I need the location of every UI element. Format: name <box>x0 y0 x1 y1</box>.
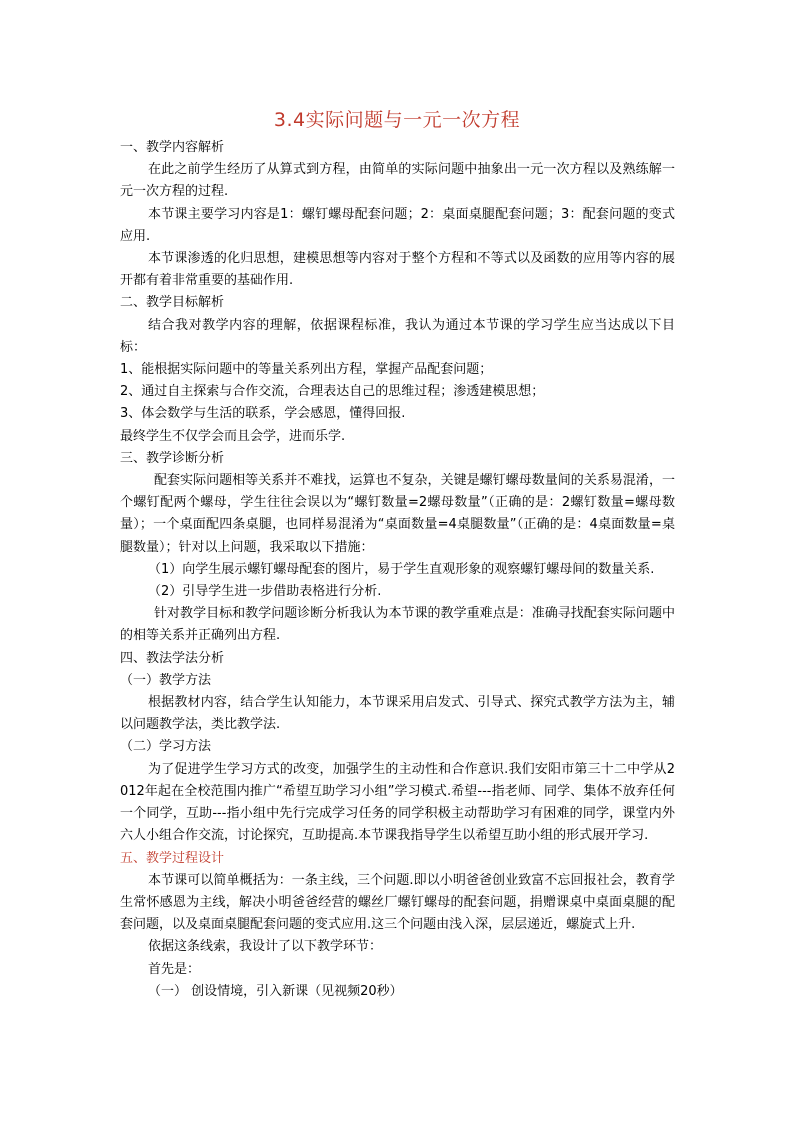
measure-item: （1）向学生展示螺钉螺母配套的图片，易于学生直观形象的观察螺钉螺母间的数量关系. <box>148 561 655 577</box>
paragraph: 针对教学目标和教学问题诊断分析我认为本节课的教学重难点是：准确寻找配套实际问题中的相等关系并正确列出方程. <box>120 606 675 644</box>
paragraph: 首先是： <box>148 961 201 977</box>
subsection-heading: （一）教学方法 <box>120 672 212 688</box>
paragraph: 在此之前学生经历了从算式到方程，由简单的实际问题中抽象出一元一次方程以及熟练解一元一次方程的过程. <box>120 162 675 200</box>
list-item: 1、能根据实际问题中的等量关系列出方程，掌握产品配套问题； <box>120 362 493 378</box>
measure-item: （2）引导学生进一步借助表格进行分析. <box>148 584 382 600</box>
section-heading: 一、教学内容解析 <box>120 140 225 155</box>
paragraph: 最终学生不仅学会而且会学，进而乐学. <box>120 428 346 444</box>
subsection-heading: （二）学习方法 <box>120 739 212 755</box>
document-title: 3.4实际问题与一元一次方程 <box>273 109 521 131</box>
paragraph: 本节课主要学习内容是1：螺钉螺母配套问题；2：桌面桌腿配套问题；3：配套问题的变式应用. <box>120 206 675 244</box>
paragraph: 根据教材内容，结合学生认知能力，本节课采用启发式、引导式、探究式教学方法为主，辅以问题教学法，类比教学法. <box>120 695 675 733</box>
list-item: 3、体会数学与生活的联系，学会感恩，懂得回报. <box>120 406 406 422</box>
section-heading: 三、教学诊断分析 <box>120 450 225 466</box>
paragraph: 结合我对教学内容的理解，依据课程标准，我认为通过本节课的学习学生应当达成以下目标： <box>120 317 675 355</box>
section-heading: 二、教学目标解析 <box>120 295 225 311</box>
paragraph: （一） 创设情境，引入新课（见视频20秒） <box>148 983 403 999</box>
paragraph: 配套实际问题相等关系并不难找，运算也不复杂，关键是螺钉螺母数量间的关系易混淆，一个螺钉配两个螺母，学生往往会误以为“螺钉数量=2螺母数量”（正确的是：2螺钉数量=螺母数量）；一个桌面配四条桌腿，也同样易混淆为“桌面数量=4桌腿数量”（正确的是：4桌面数量=桌腿数量）；针对以上问题，我采取以下措施： <box>120 473 675 555</box>
list-item: 2、通过自主探索与合作交流，合理表达自己的思维过程；渗透建模思想； <box>120 384 545 400</box>
paragraph: 本节课可以简单概括为：一条主线，三个问题.即以小明爸爸创业致富不忘回报社会，教育学生常怀感恩为主线，解决小明爸爸经营的螺丝厂螺钉螺母的配套问题，捐赠课桌中桌面桌腿的配套问题，以及桌面桌腿配套问题的变式应用.这三个问题由浅入深，层层递近，螺旋式上升. <box>120 872 675 933</box>
section-heading: 五、教学过程设计 <box>120 850 225 866</box>
paragraph: 依据这条线索，我设计了以下教学环节： <box>148 939 383 955</box>
document-body <box>120 137 675 1003</box>
paragraph: 为了促进学生学习方式的改变，加强学生的主动性和合作意识.我们安阳市第三十二中学从2012年起在全校范围内推广“希望互助学习小组”学习模式.希望---指老师、同学、集体不放弃任何一个同学，互助---指小组中先行完成学习任务的同学积极主动帮助学习有困难的同学，课堂内外六人小组合作交流，讨论探究，互助提高.本节课我指导学生以希望互助小组的形式展开学习. <box>120 761 675 844</box>
section-heading: 四、教法学法分析 <box>120 650 225 666</box>
paragraph: 本节课渗透的化归思想，建模思想等内容对于整个方程和不等式以及函数的应用等内容的展开都有着非常重要的基础作用. <box>120 251 675 289</box>
